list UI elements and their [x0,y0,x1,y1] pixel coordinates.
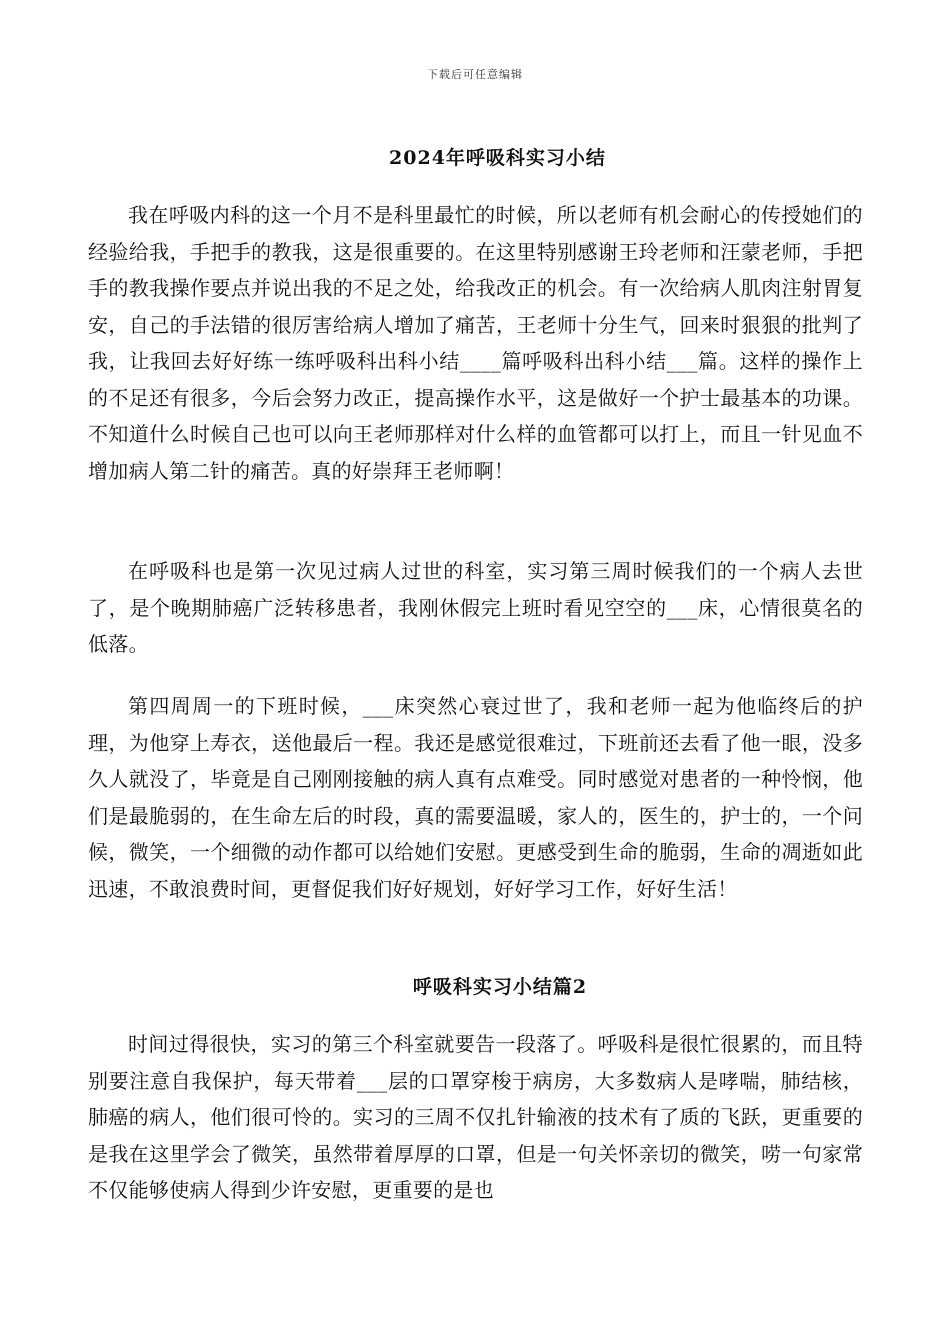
paragraph: 我在呼吸内科的这一个月不是科里最忙的时候，所以老师有机会耐心的传授她们的经验给我，手把手的教我，这是很重要的。在这里特别感谢王玲老师和汪蒙老师，手把手的教我操作要点并说出我的不足之处，给我改正的机会。有一次给病人肌肉注射胃复安，自己的手法错的很厉害给病人增加了痛苦，王老师十分生气，回来时狠狠的批判了我，让我回去好好练一练呼吸科出科小结____篇呼吸科出科小结___篇。这样的操作上的不足还有很多，今后会努力改正，提高操作水平，这是做好一个护士最基本的功课。不知道什么时候自己也可以向王老师那样对什么样的血管都可以打上，而且一针见血不增加病人第二针的痛苦。真的好崇拜王老师啊！ [88,203,863,483]
page-title: 2024年呼吸科实习小结 [389,147,606,169]
paragraph: 在呼吸科也是第一次见过病人过世的科室，实习第三周时候我们的一个病人去世了，是个晚期肺癌广泛转移患者，我刚休假完上班时看见空空的___床，心情很莫名的低落。 [88,559,863,656]
paragraph: 第四周周一的下班时候，___床突然心衰过世了，我和老师一起为他临终后的护理，为他穿上寿衣，送他最后一程。我还是感觉很难过，下班前还去看了他一眼，没多久人就没了，毕竟是自己刚刚接触的病人真有点难受。同时感觉对患者的一种怜悯，他们是最脆弱的，在生命左后的时段，真的需要温暖，家人的，医生的，护士的，一个问候，微笑，一个细微的动作都可以给她们安慰。更感受到生命的脆弱，生命的凋逝如此迅速，不敢浪费时间，更督促我们好好规划，好好学习工作，好好生活！ [88,694,863,901]
header-note: 下载后可任意编辑 [427,68,523,81]
section-title: 呼吸科实习小结篇2 [412,976,588,998]
paragraph: 时间过得很快，实习的第三个科室就要告一段落了。呼吸科是很忙很累的，而且特别要注意自我保护，每天带着___层的口罩穿梭于病房，大多数病人是哮喘，肺结核，肺癌的病人，他们很可怜的。实习的三周不仅扎针输液的技术有了质的飞跃，更重要的是我在这里学会了微笑，虽然带着厚厚的口罩，但是一句关怀亲切的微笑，唠一句家常不仅能够使病人得到少许安慰，更重要的是也 [88,1032,863,1202]
